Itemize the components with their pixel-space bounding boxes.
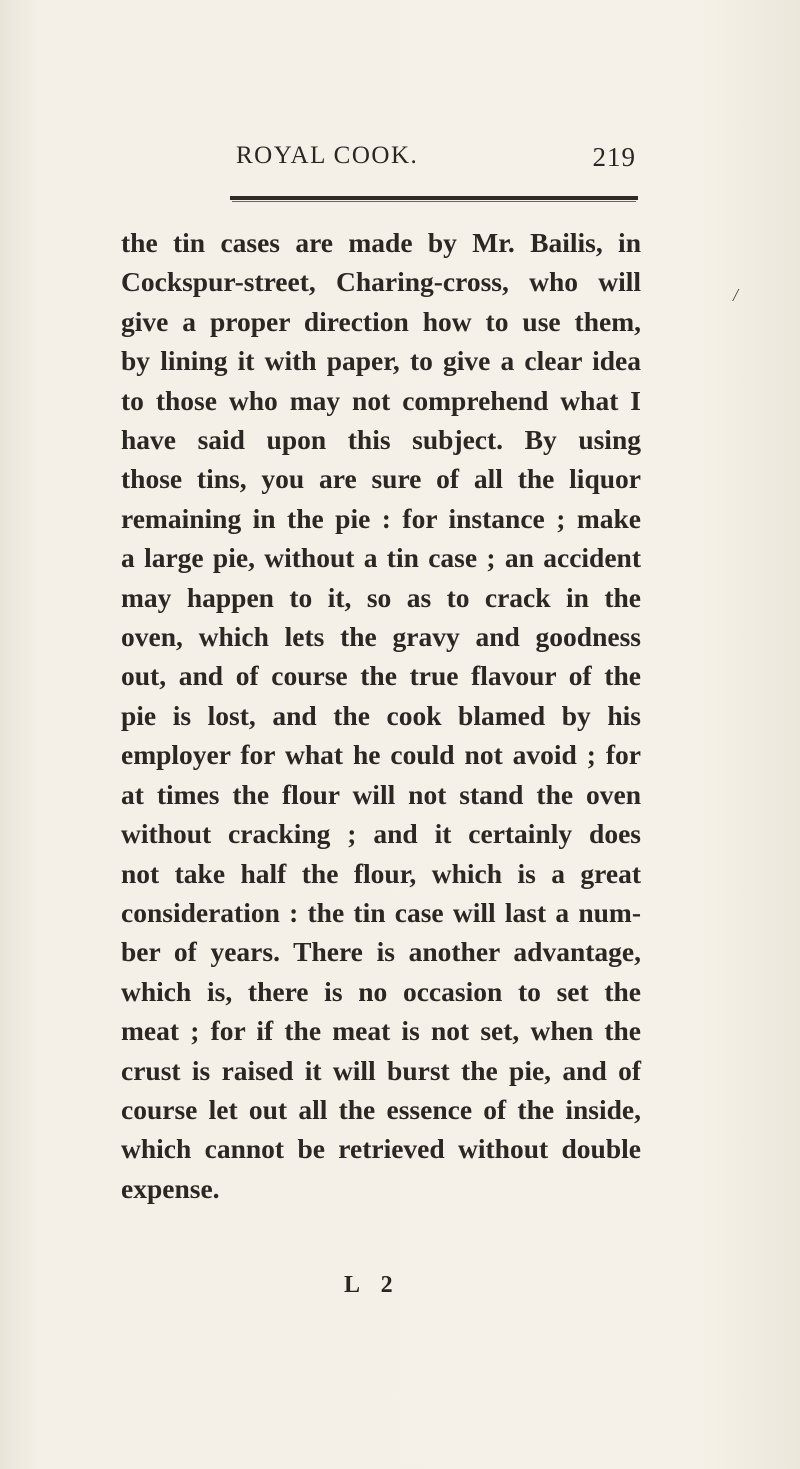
- text-line: oven, which lets the gravy and goodness: [121, 621, 641, 653]
- text-line: pie is lost, and the cook blamed by his: [121, 699, 641, 731]
- text-line: which is, there is no occasion to set the: [121, 975, 641, 1007]
- page-header: [236, 142, 636, 182]
- text-line: crust is raised it will burst the pie, and of: [121, 1054, 641, 1086]
- header-rule: [230, 196, 638, 200]
- text-line: to those who may not comprehend what I: [121, 384, 641, 416]
- text-line: may happen to it, so as to crack in the: [121, 581, 641, 613]
- margin-mark: /: [733, 285, 739, 305]
- page-number: 219: [592, 142, 636, 172]
- text-line: at times the flour will not stand the oven: [121, 778, 641, 810]
- signature-mark: L 2: [344, 1272, 401, 1298]
- text-line: remaining in the pie : for instance ; make: [121, 502, 641, 534]
- text-line: consideration : the tin case will last a num-: [121, 896, 641, 928]
- text-line: those tins, you are sure of all the liquor: [121, 463, 641, 495]
- text-line: course let out all the essence of the inside,: [121, 1093, 641, 1125]
- text-line: by lining it with paper, to give a clear idea: [121, 345, 641, 377]
- text-line: without cracking ; and it certainly does: [121, 818, 641, 850]
- text-line: expense.: [121, 1172, 220, 1204]
- text-line: not take half the flour, which is a great: [121, 857, 641, 889]
- text-line: meat ; for if the meat is not set, when the: [121, 1015, 641, 1047]
- header-rule-thin: [232, 201, 636, 202]
- text-line: the tin cases are made by Mr. Bailis, in: [121, 227, 641, 258]
- text-line: out, and of course the true flavour of the: [121, 660, 641, 692]
- text-line: employer for what he could not avoid ; for: [121, 739, 641, 771]
- text-line: have said upon this subject. By using: [121, 424, 641, 456]
- body-paragraph: [121, 223, 641, 1208]
- text-line: which cannot be retrieved without double: [121, 1133, 641, 1165]
- text-line: Cockspur-street, Charing-cross, who will: [121, 266, 641, 298]
- text-line: give a proper direction how to use them,: [121, 305, 641, 337]
- running-title: ROYAL COOK.: [236, 142, 419, 169]
- text-line: ber of years. There is another advantage,: [121, 936, 641, 968]
- text-line: a large pie, without a tin case ; an accident: [121, 542, 641, 574]
